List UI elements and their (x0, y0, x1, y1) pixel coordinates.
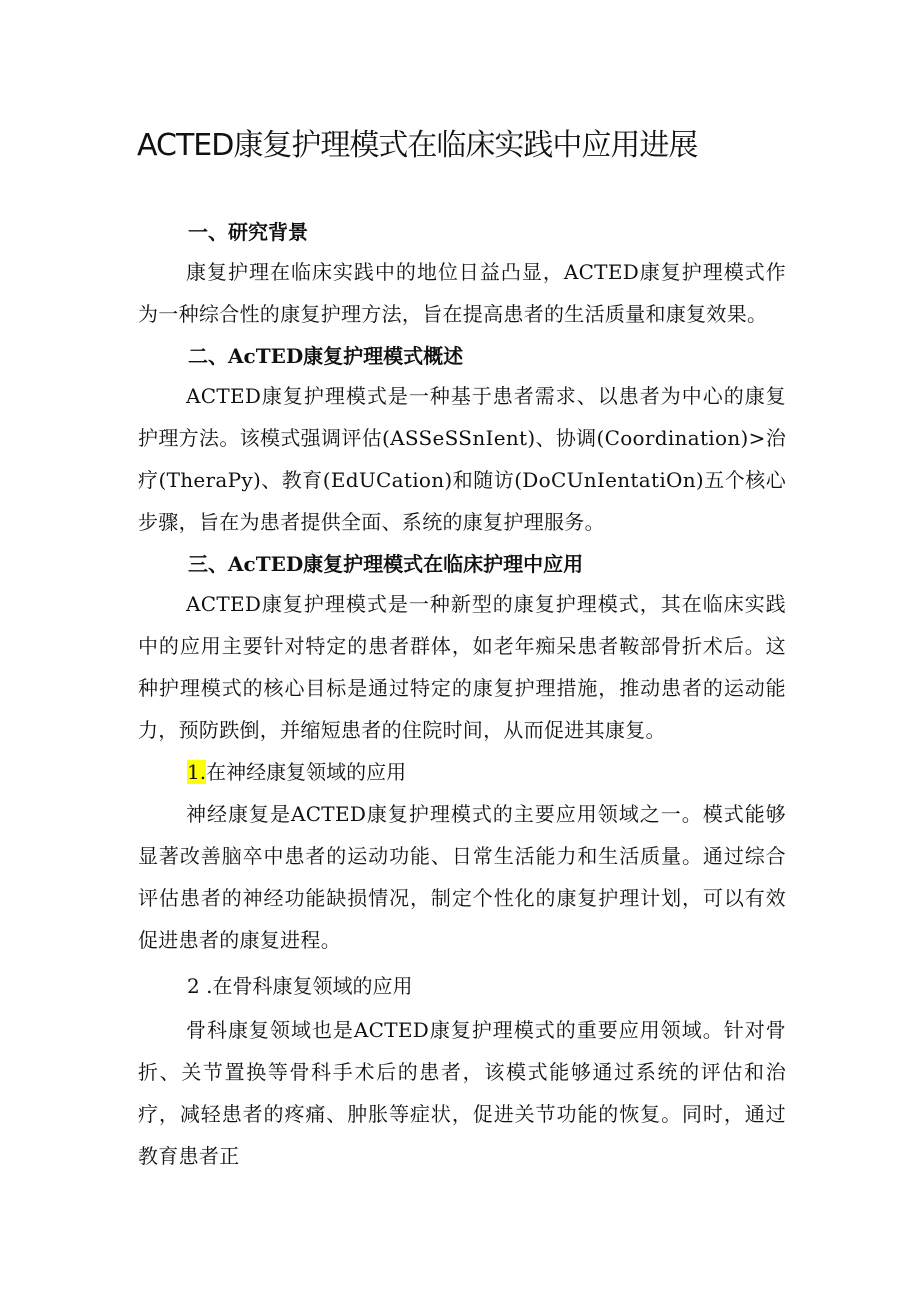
subsection-label: .在骨科康复领域的应用 (199, 974, 413, 998)
paragraph-background: 康复护理在临床实践中的地位日益凸显，ACTED康复护理模式作为一种综合性的康复护理方法，旨在提高患者的生活质量和康复效果。 (138, 260, 786, 326)
subsection-heading-neuro (138, 751, 786, 793)
subsection-label: 在神经康复领域的应用 (206, 760, 407, 784)
paragraph-overview: ACTED康复护理模式是一种基于患者需求、以患者为中心的康复护理方法。该模式强调评估(ASSeSSnIent)、协调(Coordination)>治疗(TheraPy)、教育(EdUCation)和随访(DoCUnIentatiOn)五个核心步骤，旨在为患者提供全面、系统的康复护理服务。 (138, 384, 786, 534)
document-body (138, 215, 786, 1177)
paragraph-neuro: 神经康复是ACTED康复护理模式的主要应用领域之一。模式能够显著改善脑卒中患者的运动功能、日常生活能力和生活质量。通过综合评估患者的神经功能缺损情况，制定个性化的康复护理计划，可以有效促进患者的康复进程。 (138, 802, 786, 952)
paragraph-ortho: 骨科康复领域也是ACTED康复护理模式的重要应用领域。针对骨折、关节置换等骨科手术后的患者，该模式能够通过系统的评估和治疗，减轻患者的疼痛、肿胀等症状，促进关节功能的恢复。同时，通过教育患者正 (138, 1018, 786, 1168)
subsection-number: 2 (187, 974, 200, 998)
section-heading-application: 三、AcTED康复护理模式在临床护理中应用 (188, 552, 584, 576)
section-heading-overview: 二、AcTED康复护理模式概述 (188, 344, 464, 368)
document-title: ACTED康复护理模式在临床实践中应用进展 (137, 128, 698, 163)
section-heading-background: 一、研究背景 (188, 220, 308, 244)
subsection-heading-ortho (138, 965, 786, 1007)
subsection-number-highlight: 1. (187, 760, 207, 784)
paragraph-application: ACTED康复护理模式是一种新型的康复护理模式，其在临床实践中的应用主要针对特定的患者群体，如老年痴呆患者鞍部骨折术后。这种护理模式的核心目标是通过特定的康复护理措施，推动患者的运动能力，预防跌倒，并缩短患者的住院时间，从而促进其康复。 (138, 592, 786, 742)
